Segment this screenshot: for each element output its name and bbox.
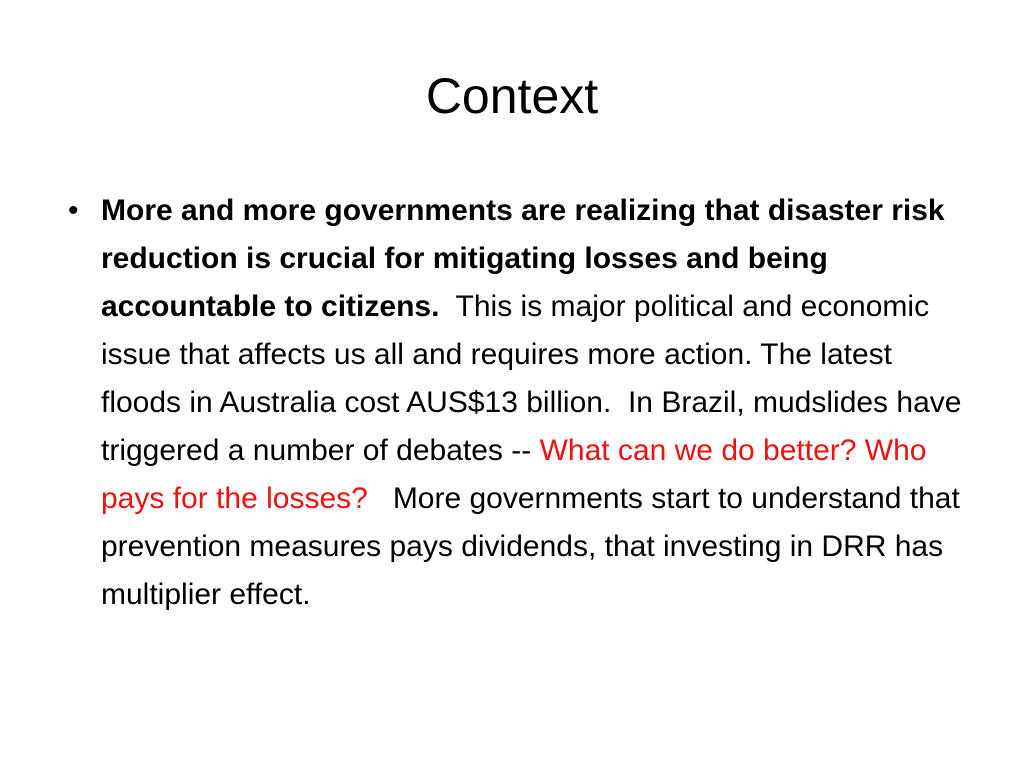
bullet-highlighted-question: What can we do better? Who pays for the losses? xyxy=(101,434,927,515)
bullet-body-text-1: This is major political and economic issue that affects us all and requires more action. The latest floods in Australia cost AUS$13 billion. In Brazil, mudslides have triggered a number of debates -- xyxy=(101,290,970,467)
bullet-bold-statement: More and more governments are realizing that disaster risk reduction is crucial for mitigating losses and being accountable to citizens. xyxy=(101,194,945,323)
bullet-dot-icon: • xyxy=(68,194,79,227)
bullet-body-text-2: More governments start to understand that prevention measures pays dividends, that investing in DRR has multiplier effect. xyxy=(101,482,969,611)
bullet-item xyxy=(68,187,972,619)
bullet-list xyxy=(68,187,972,619)
slide-title: Context xyxy=(425,68,599,124)
